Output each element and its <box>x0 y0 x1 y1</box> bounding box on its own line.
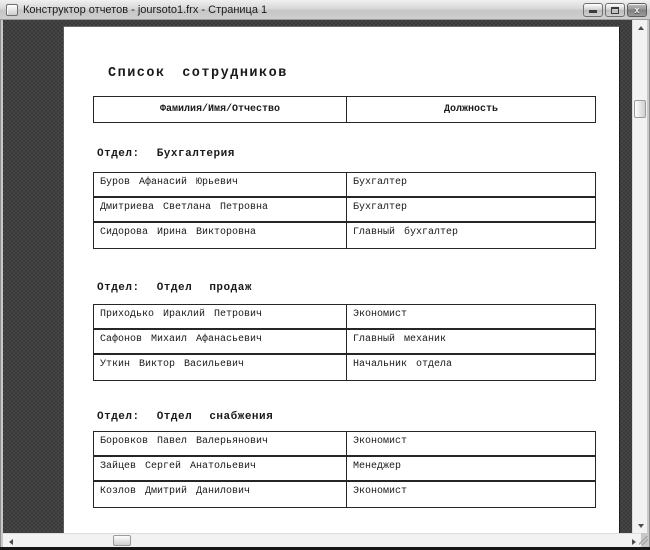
arrow-right-icon <box>632 539 636 545</box>
position-cell: Главный бухгалтер <box>353 227 459 238</box>
employee-name-cell: Боровков Павел Валерьянович <box>94 432 347 455</box>
position-cell: Бухгалтер <box>353 177 408 188</box>
table-row <box>94 457 595 482</box>
employee-name-cell: Уткин Виктор Васильевич <box>94 355 347 380</box>
group-header: Отдел: Отдел продаж <box>97 282 252 294</box>
group-header: Отдел: Отдел снабжения <box>97 411 274 423</box>
employee-name-cell: Сидорова Ирина Викторовна <box>94 223 347 248</box>
report-header-table <box>93 96 596 123</box>
employee-name-cell: Сафонов Михаил Афанасьевич <box>94 330 347 353</box>
group-table <box>93 431 596 508</box>
employee-name-cell: Козлов Дмитрий Данилович <box>94 482 347 507</box>
position-cell: Менеджер <box>353 461 402 472</box>
employee-name-cell: Буров Афанасий Юрьевич <box>94 173 347 196</box>
close-icon: x <box>634 5 640 15</box>
app-icon <box>6 4 18 16</box>
arrow-left-icon <box>9 539 13 545</box>
position-cell: Главный механик <box>353 334 447 345</box>
position-cell: Экономист <box>353 436 408 447</box>
report-title: Список сотрудников <box>108 66 288 81</box>
report-page <box>63 26 620 533</box>
position-cell: Экономист <box>353 309 408 320</box>
group-table <box>93 304 596 381</box>
close-button[interactable] <box>627 3 647 17</box>
maximize-icon <box>611 7 619 14</box>
window-titlebar[interactable] <box>0 0 650 20</box>
arrow-up-icon <box>638 26 644 30</box>
employee-name-cell: Дмитриева Светлана Петровна <box>94 198 347 221</box>
position-cell: Начальник отдела <box>353 359 453 370</box>
column-header-name: Фамилия/Имя/Отчество <box>94 97 347 122</box>
horizontal-scrollbar[interactable] <box>3 533 641 547</box>
position-cell: Экономист <box>353 486 408 497</box>
preview-workspace <box>3 20 632 533</box>
window-title: Конструктор отчетов - joursoto1.frx - Страница 1 <box>23 3 268 16</box>
minimize-button[interactable] <box>583 3 603 17</box>
table-row <box>94 330 595 355</box>
table-row <box>94 198 595 223</box>
table-row <box>94 305 595 330</box>
vertical-scrollbar-thumb[interactable] <box>634 100 646 118</box>
group-table <box>93 172 596 249</box>
employee-name-cell: Зайцев Сергей Анатольевич <box>94 457 347 480</box>
vertical-scrollbar[interactable] <box>632 20 647 533</box>
table-row <box>94 173 595 198</box>
group-header: Отдел: Бухгалтерия <box>97 148 235 160</box>
employee-name-cell: Приходько Ираклий Петрович <box>94 305 347 328</box>
column-header-position: Должность <box>443 104 498 115</box>
table-row <box>94 482 595 507</box>
arrow-down-icon <box>638 524 644 528</box>
maximize-button[interactable] <box>605 3 625 17</box>
minimize-icon <box>589 10 597 13</box>
scroll-down-button[interactable] <box>633 518 648 533</box>
table-row <box>94 432 595 457</box>
caption-buttons <box>583 3 647 17</box>
table-row <box>94 355 595 380</box>
table-row <box>94 223 595 248</box>
horizontal-scrollbar-thumb[interactable] <box>113 535 131 546</box>
position-cell: Бухгалтер <box>353 202 408 213</box>
resize-grip[interactable] <box>639 536 648 545</box>
scroll-up-button[interactable] <box>633 20 648 35</box>
